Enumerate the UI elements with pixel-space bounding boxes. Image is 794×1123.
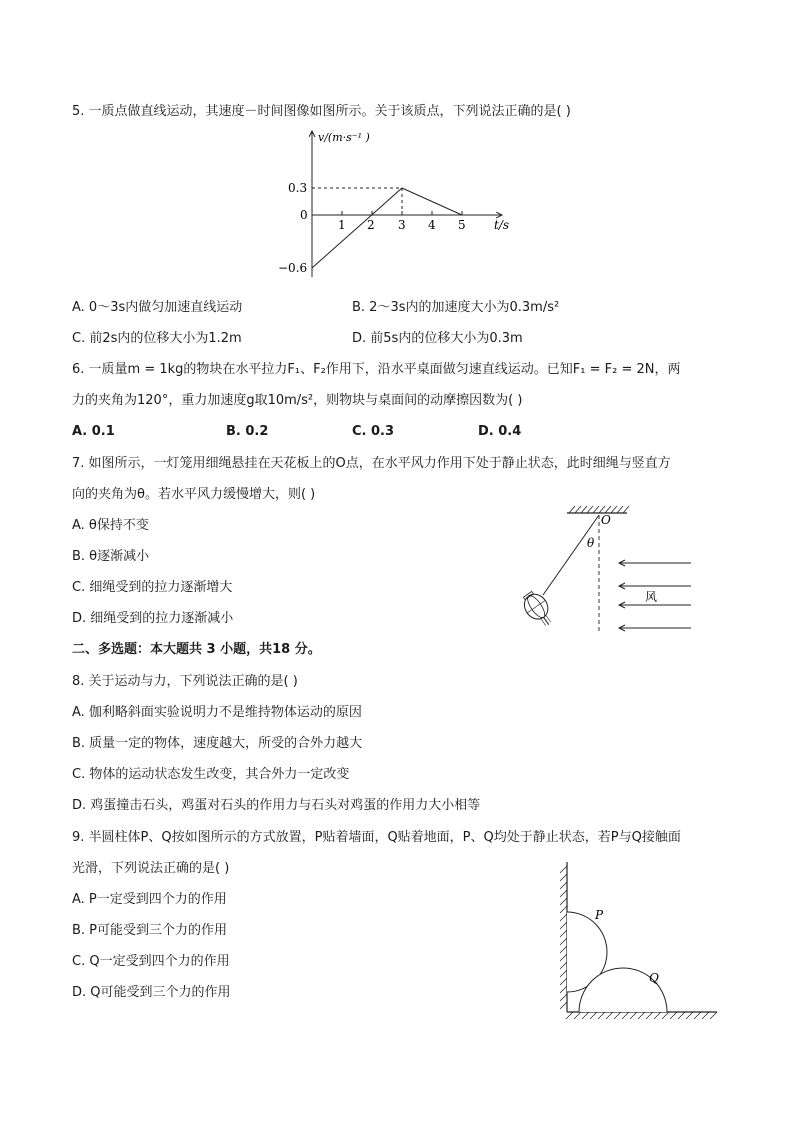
x-axis-label: t/s	[494, 218, 510, 232]
x-tick-5: 5	[458, 218, 466, 232]
question-6-stem-line-2: 力的夹角为120°，重力加速度g取10m/s²，则物块与桌面间的动摩擦因数为( )	[72, 393, 523, 408]
question-8-stem: 8. 关于运动与力，下列说法正确的是( )	[72, 674, 298, 689]
velocity-time-graph	[270, 125, 530, 285]
q5-option-a: A. 0～3s内做匀加速直线运动	[72, 300, 243, 315]
x-tick-3: 3	[398, 218, 406, 232]
y-tick-0.3: 0.3	[288, 181, 308, 195]
q9-option-b: B. P可能受到三个力的作用	[72, 923, 228, 938]
question-9-stem-line-2: 光滑，下列说法正确的是( )	[72, 861, 230, 876]
q7-option-c: C. 细绳受到的拉力逐渐增大	[72, 580, 233, 595]
wind-label: 风	[645, 590, 658, 604]
q6-option-b: B. 0.2	[226, 424, 269, 439]
question-7-stem-line-2: 向的夹角为θ。若水平风力缓慢增大，则( )	[72, 487, 316, 502]
q7-option-b: B. θ逐渐减小	[72, 549, 150, 564]
x-tick-1: 1	[338, 218, 346, 232]
q7-option-d: D. 细绳受到的拉力逐渐减小	[72, 611, 234, 626]
x-tick-4: 4	[428, 218, 436, 232]
y-axis-label: v/(m·s⁻¹ )	[318, 131, 370, 144]
q6-option-d: D. 0.4	[478, 424, 522, 439]
q7-option-a: A. θ保持不变	[72, 518, 149, 533]
q5-option-b: B. 2～3s内的加速度大小为0.3m/s²	[352, 300, 560, 315]
q5-option-d: D. 前5s内的位移大小为0.3m	[352, 331, 523, 346]
q8-option-c: C. 物体的运动状态发生改变，其合外力一定改变	[72, 767, 350, 782]
question-9-stem-line-1: 9. 半圆柱体P、Q按如图所示的方式放置，P贴着墙面，Q贴着地面，P、Q均处于静止状态，若P与Q接触面	[72, 830, 681, 845]
y-tick-neg0.6: −0.6	[278, 261, 308, 275]
question-5-stem: 5. 一质点做直线运动，其速度－时间图像如图所示。关于该质点，下列说法正确的是( )	[72, 104, 571, 119]
section-2-heading: 二、多选题：本大题共 3 小题，共18 分。	[72, 642, 321, 657]
q9-option-d: D. Q可能受到三个力的作用	[72, 985, 231, 1000]
q6-option-c: C. 0.3	[352, 424, 395, 439]
point-o-label: O	[601, 513, 611, 527]
rope	[543, 515, 599, 595]
x-tick-2: 2	[367, 218, 375, 232]
label-p: P	[595, 908, 604, 922]
y-tick-0: 0	[300, 208, 308, 222]
theta-label: θ	[587, 536, 595, 550]
q8-option-a: A. 伽利略斜面实验说明力不是维持物体运动的原因	[72, 705, 362, 720]
question-7-stem-line-1: 7. 如图所示，一灯笼用细绳悬挂在天花板上的O点，在水平风力作用下处于静止状态，此时细绳与竖直方	[72, 456, 671, 471]
q9-option-a: A. P一定受到四个力的作用	[72, 892, 227, 907]
lantern	[519, 588, 558, 631]
q8-option-d: D. 鸡蛋撞击石头，鸡蛋对石头的作用力与石头对鸡蛋的作用力大小相等	[72, 798, 481, 813]
lantern-figure	[505, 503, 705, 633]
half-cylinders-figure	[555, 858, 725, 1023]
label-q: Q	[649, 971, 659, 985]
q6-option-a: A. 0.1	[72, 424, 115, 439]
question-6-stem-line-1: 6. 一质量m = 1kg的物块在水平拉力F₁、F₂作用下，沿水平桌面做匀速直线运动。已知F₁ = F₂ = 2N，两	[72, 362, 681, 377]
q5-option-c: C. 前2s内的位移大小为1.2m	[72, 331, 242, 346]
q8-option-b: B. 质量一定的物体，速度越大，所受的合外力越大	[72, 736, 363, 751]
q9-option-c: C. Q一定受到四个力的作用	[72, 954, 230, 969]
velocity-line	[312, 188, 462, 268]
